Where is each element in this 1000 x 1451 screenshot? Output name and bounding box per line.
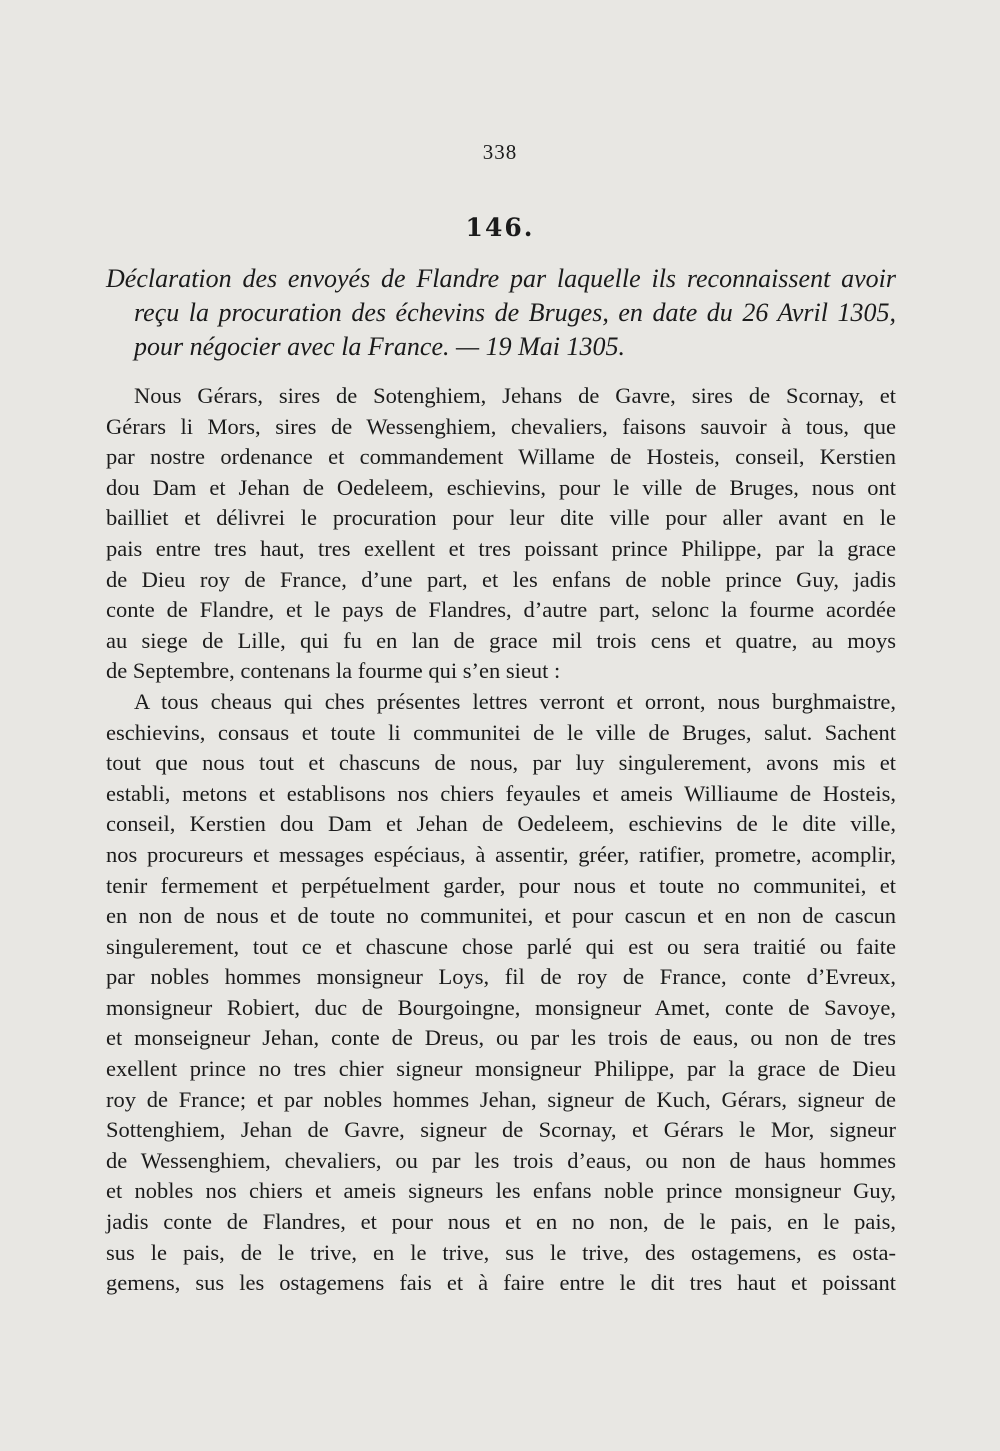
body-line: establi, metons et establisons nos chiers feyaules et ameis Williaume de Hosteis, <box>106 780 896 806</box>
body-line: de Wessenghiem, chevaliers, ou par les trois d’eaus, ou non de haus hommes <box>106 1147 896 1173</box>
body-line: et monseigneur Jehan, conte de Dreus, ou par les trois de eaus, ou non de tres <box>106 1025 896 1051</box>
body-line: de Septembre, contenans la fourme qui s’en sieut : <box>106 658 561 684</box>
body-line: par nobles hommes monsigneur Loys, fil de roy de France, conte d’Evreux, <box>106 964 896 990</box>
document-number: 146. <box>465 213 535 242</box>
body-line: nos procureurs et messages espéciaus, à assentir, gréer, ratifier, prometre, acomplir, <box>106 841 896 867</box>
body-line: conte de Flandre, et le pays de Flandres, d’autre part, selonc la fourme acordée <box>106 597 896 623</box>
body-line: eschievins, consaus et toute li communitei de le ville de Bruges, salut. Sachent <box>106 719 896 745</box>
body-line: A tous cheaus qui ches présentes lettres verront et orront, nous burghmaistre, <box>134 688 896 714</box>
body-text <box>106 381 896 1299</box>
body-line: sus le pais, de le trive, en le trive, sus le trive, des ostagemens, es osta- <box>106 1239 896 1265</box>
body-line: exellent prince no tres chier signeur monsigneur Philippe, par la grace de Dieu <box>106 1056 896 1082</box>
page-number: 338 <box>482 140 518 164</box>
document-heading <box>106 262 896 364</box>
heading-line: Déclaration des envoyés de Flandre par laquelle ils reconnaissent avoir <box>106 264 896 293</box>
body-line: conseil, Kerstien dou Dam et Jehan de Oedeleem, eschievins de le dite ville, <box>106 811 896 837</box>
body-line: gemens, sus les ostagemens fais et à faire entre le dit tres haut et poissant <box>106 1270 896 1296</box>
heading-line: pour négocier avec la France. — 19 Mai 1305. <box>134 332 626 361</box>
body-line: roy de France; et par nobles hommes Jehan, signeur de Kuch, Gérars, signeur de <box>106 1086 896 1112</box>
body-line: bailliet et délivrei le procuration pour leur dite ville pour aller avant en le <box>106 505 896 531</box>
body-line: et nobles nos chiers et ameis signeurs les enfans noble prince monsigneur Guy, <box>106 1178 896 1204</box>
body-line: pais entre tres haut, tres exellent et tres poissant prince Philippe, par la grace <box>106 535 896 561</box>
heading-line: reçu la procuration des échevins de Bruges, en date du 26 Avril 1305, <box>134 298 896 327</box>
body-line: jadis conte de Flandres, et pour nous et en no non, de le pais, en le pais, <box>106 1209 896 1235</box>
body-line: de Dieu roy de France, d’une part, et les enfans de noble prince Guy, jadis <box>106 566 896 592</box>
body-line: Sottenghiem, Jehan de Gavre, signeur de Scornay, et Gérars le Mor, signeur <box>106 1117 896 1143</box>
body-line: au siege de Lille, qui fu en lan de grace mil trois cens et quatre, au moys <box>106 627 896 653</box>
body-line: dou Dam et Jehan de Oedeleem, eschievins, pour le ville de Bruges, nous ont <box>106 474 896 500</box>
body-line: singulerement, tout ce et chascune chose parlé qui est ou sera traitié ou faite <box>106 933 896 959</box>
body-line: tout que nous tout et chascuns de nous, par luy singulerement, avons mis et <box>106 750 896 776</box>
body-line: par nostre ordenance et commandement Willame de Hosteis, conseil, Kerstien <box>106 444 896 470</box>
body-line: Nous Gérars, sires de Sotenghiem, Jehans de Gavre, sires de Scornay, et <box>134 383 896 408</box>
body-line: monsigneur Robiert, duc de Bourgoingne, monsigneur Amet, conte de Savoye, <box>106 994 896 1020</box>
body-line: tenir fermement et perpétuelment garder, pour nous et toute no communitei, et <box>106 872 896 898</box>
body-line: en non de nous et de toute no communitei, et pour cascun et en non de cascun <box>106 903 896 929</box>
body-line: Gérars li Mors, sires de Wessenghiem, chevaliers, faisons sauvoir à tous, que <box>106 413 896 439</box>
